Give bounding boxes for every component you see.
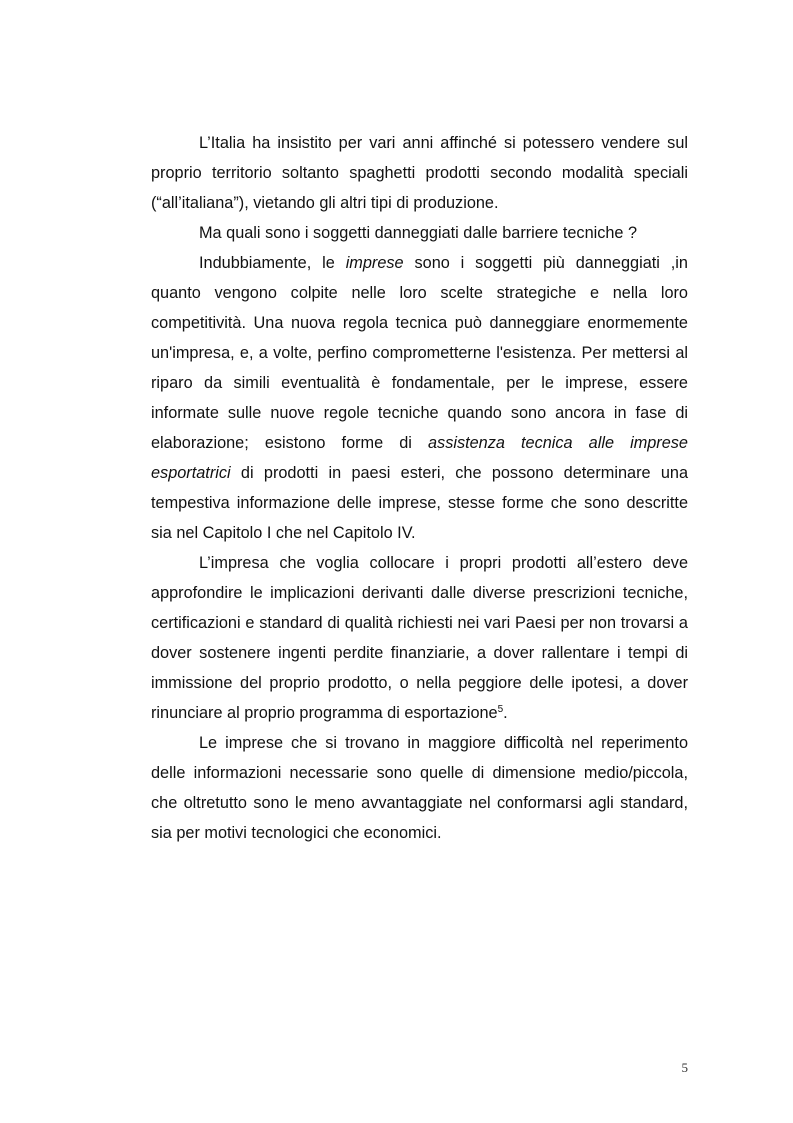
paragraph <box>151 548 688 728</box>
paragraph <box>151 728 688 848</box>
emphasis-text: imprese <box>345 254 404 272</box>
text-run: L’impresa che voglia collocare i propri prodotti all’estero deve approfondire le implicazioni derivanti dalle diverse prescrizioni tecniche, certificazioni e standard di qualità richiesti nei vari Paesi per non trovarsi a dover sostenere ingenti perdite finanziarie, a dover rallentare i tempi di immissione del proprio prodotto, o nella peggiore delle ipotesi, a dover rinunciare al proprio programma di esportazione <box>151 554 688 722</box>
text-run: Ma quali sono i soggetti danneggiati dalle barriere tecniche ? <box>199 224 638 242</box>
paragraph <box>151 248 688 548</box>
text-run: Indubbiamente, le <box>199 254 346 272</box>
text-run: L’Italia ha insistito per vari anni affinché si potessero vendere sul proprio territorio soltanto spaghetti prodotti secondo modalità speciali (“all’italiana”), vietando gli altri tipi di produzione. <box>151 134 688 212</box>
text-run: . <box>503 704 508 722</box>
emphasis-text: assistenza tecnica alle imprese esportatrici <box>151 434 688 482</box>
page-number: 5 <box>681 1060 688 1075</box>
text-run: Le imprese che si trovano in maggiore difficoltà nel reperimento delle informazioni necessarie sono quelle di dimensione medio/piccola, che oltretutto sono le meno avvantaggiate nel conformarsi agli standard, sia per motivi tecnologici che economici. <box>151 734 688 842</box>
footnote-marker: 5 <box>497 704 504 715</box>
text-run: di prodotti in paesi esteri, che possono determinare una tempestiva informazione delle imprese, stesse forme che sono descritte sia nel Capitolo I che nel Capitolo IV. <box>151 464 688 542</box>
paragraph <box>151 218 688 248</box>
paragraph <box>151 128 688 218</box>
body-text <box>151 128 688 848</box>
text-run: sono i soggetti più danneggiati ,in quanto vengono colpite nelle loro scelte strategiche e nella loro competitività. Una nuova regola tecnica può danneggiare enormemente un'impresa, e, a volte, perfino comprometterne l'esistenza. Per mettersi al riparo da simili eventualità è fondamentale, per le imprese, essere informate sulle nuove regole tecniche quando sono ancora in fase di elaborazione; esistono forme di <box>151 254 688 452</box>
